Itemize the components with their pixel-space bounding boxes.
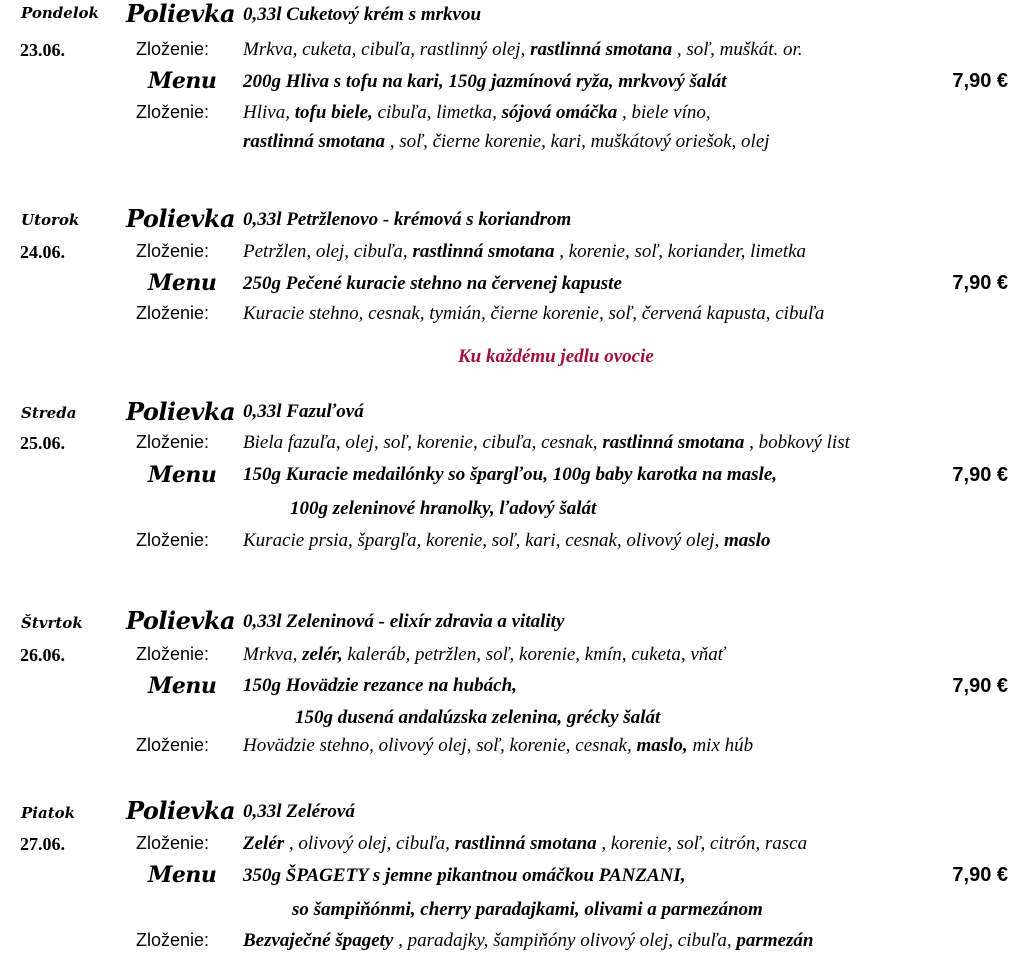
soup-composition-label: Zloženie: bbox=[136, 39, 210, 59]
soup-composition: Mrkva, cuketa, cibuľa, rastlinný olej, rastlinná smotana , soľ, muškát. or. bbox=[243, 39, 803, 60]
menu-composition: Kuracie stehno, cesnak, tymián, čierne korenie, soľ, červená kapusta, cibuľa bbox=[243, 303, 825, 324]
soup-composition: Zelér , olivový olej, cibuľa, rastlinná smotana , korenie, soľ, citrón, rasca bbox=[243, 833, 808, 854]
soup-composition-label: Zloženie: bbox=[136, 432, 210, 452]
menu-composition-label: Zloženie: bbox=[136, 530, 210, 550]
menu-composition-label: Zloženie: bbox=[136, 735, 210, 755]
soup-name: 0,33l Zelérová bbox=[243, 801, 355, 822]
day-name: Pondelok bbox=[21, 4, 99, 22]
day-name: Streda bbox=[21, 404, 77, 422]
soup-label: Polievka bbox=[126, 0, 236, 28]
day-date: 25.06. bbox=[20, 433, 65, 453]
menu-composition-label: Zloženie: bbox=[136, 102, 210, 122]
menu-composition: Hliva, tofu biele, cibuľa, limetka, sójová omáčka , biele víno, bbox=[243, 102, 711, 123]
menu-composition: Kuracie prsia, špargľa, korenie, soľ, kari, cesnak, olivový olej, maslo bbox=[243, 530, 771, 551]
price: 7,90 € bbox=[952, 464, 1008, 486]
soup-name: 0,33l Cuketový krém s mrkvou bbox=[243, 4, 482, 25]
day-date: 24.06. bbox=[20, 242, 65, 262]
soup-label: Polievka bbox=[126, 606, 236, 635]
menu-dish-continued: 100g zeleninové hranolky, ľadový šalát bbox=[290, 498, 597, 519]
price: 7,90 € bbox=[952, 675, 1008, 697]
menu-label: Menu bbox=[148, 862, 217, 888]
soup-label: Polievka bbox=[126, 204, 236, 233]
day-name: Utorok bbox=[21, 211, 80, 229]
menu-label: Menu bbox=[148, 68, 217, 94]
day-date: 23.06. bbox=[20, 40, 65, 60]
menu-composition-label: Zloženie: bbox=[136, 930, 210, 950]
soup-name: 0,33l Fazuľová bbox=[243, 401, 364, 422]
day-date: 26.06. bbox=[20, 645, 65, 665]
soup-composition-label: Zloženie: bbox=[136, 833, 210, 853]
menu-composition-label: Zloženie: bbox=[136, 303, 210, 323]
menu-dish: 250g Pečené kuracie stehno na červenej kapuste bbox=[243, 273, 622, 294]
soup-name: 0,33l Petržlenovo - krémová s koriandrom bbox=[243, 209, 572, 230]
fruit-note: Ku každému jedlu ovocie bbox=[458, 346, 654, 367]
soup-label: Polievka bbox=[126, 796, 236, 825]
price: 7,90 € bbox=[952, 272, 1008, 294]
soup-composition-label: Zloženie: bbox=[136, 241, 210, 261]
menu-composition: Bezvaječné špagety , paradajky, šampiňóny olivový olej, cibuľa, parmezán bbox=[243, 930, 814, 951]
menu-label: Menu bbox=[148, 462, 217, 488]
menu-label: Menu bbox=[148, 673, 217, 699]
menu-dish: 150g Kuracie medailónky so špargľou, 100g baby karotka na masle, bbox=[243, 464, 778, 485]
menu-composition: Hovädzie stehno, olivový olej, soľ, korenie, cesnak, maslo, mix húb bbox=[243, 735, 754, 756]
soup-composition: Mrkva, zelér, kaleráb, petržlen, soľ, korenie, kmín, cuketa, vňať bbox=[243, 644, 725, 665]
price: 7,90 € bbox=[952, 70, 1008, 92]
soup-name: 0,33l Zeleninová - elixír zdravia a vitality bbox=[243, 611, 565, 632]
menu-dish: 200g Hliva s tofu na kari, 150g jazmínová ryža, mrkvový šalát bbox=[243, 71, 727, 92]
soup-composition-label: Zloženie: bbox=[136, 644, 210, 664]
price: 7,90 € bbox=[952, 864, 1008, 886]
soup-composition: Biela fazuľa, olej, soľ, korenie, cibuľa, cesnak, rastlinná smotana , bobkový list bbox=[243, 432, 850, 453]
day-name: Štvrtok bbox=[21, 614, 83, 632]
menu-dish: 150g Hovädzie rezance na hubách, bbox=[243, 675, 517, 696]
menu-dish-continued: so šampiňónmi, cherry paradajkami, olivami a parmezánom bbox=[292, 899, 763, 920]
menu-dish: 350g ŠPAGETY s jemne pikantnou omáčkou PANZANI, bbox=[243, 865, 686, 886]
menu-composition-continued: rastlinná smotana , soľ, čierne korenie, kari, muškátový oriešok, olej bbox=[243, 131, 770, 152]
day-name: Piatok bbox=[21, 804, 76, 822]
menu-dish-continued: 150g dusená andalúzska zelenina, grécky šalát bbox=[295, 707, 661, 728]
soup-label: Polievka bbox=[126, 397, 236, 426]
soup-composition: Petržlen, olej, cibuľa, rastlinná smotana , korenie, soľ, koriander, limetka bbox=[243, 241, 807, 262]
menu-label: Menu bbox=[148, 270, 217, 296]
day-date: 27.06. bbox=[20, 834, 65, 854]
